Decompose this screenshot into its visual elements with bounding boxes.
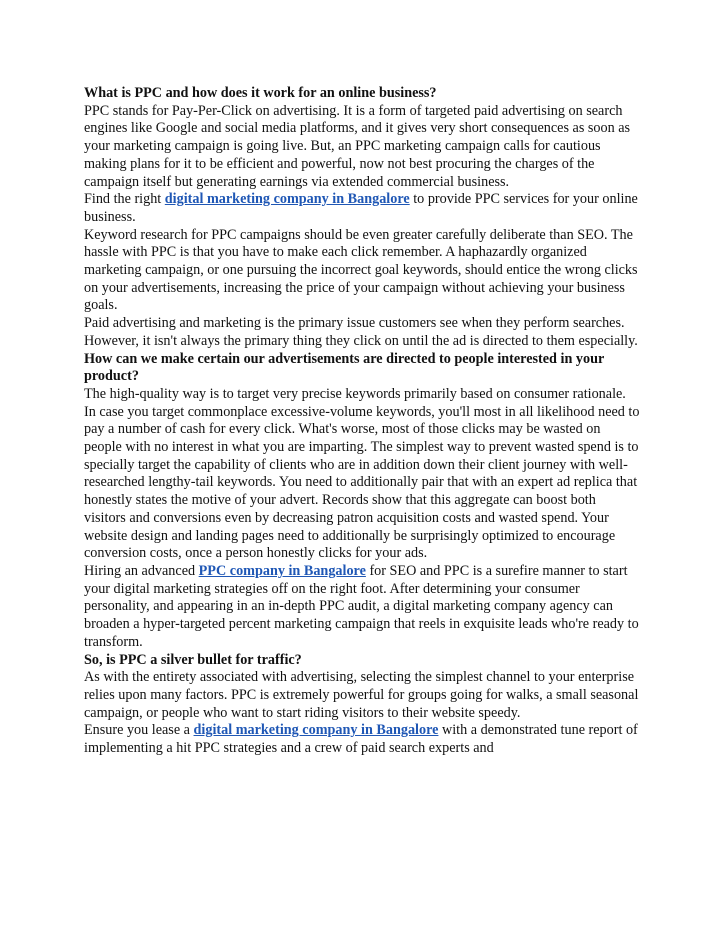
paragraph-ppc-definition: PPC stands for Pay-Per-Click on advertising. It is a form of targeted paid advertising on search engines like Google and social media platforms, and it gives very short consequences as soon as your marketing campaign is going live. But, an PPC marketing campaign calls for cautious making plans for it to be efficient and powerful, now not best procuring the charges of the campaign itself but generating earnings via extended commercial business. xyxy=(84,102,631,190)
link-digital-marketing-company-2[interactable]: digital marketing company in Bangalore xyxy=(193,722,439,739)
paragraph-paid-advertising: Paid advertising and marketing is the primary issue customers see when they perform searches. However, it isn't always the primary thing they click on until the ad is directed to them especially. xyxy=(84,315,638,349)
paragraph-text: Ensure you lease a xyxy=(84,722,194,739)
paragraph-keyword-research: Keyword research for PPC campaigns should be even greater carefully deliberate than SEO. The hassle with PPC is that you have to make each click remember. A haphazardly organized marketing campaign, or one pursuing the incorrect goal keywords, should entice the wrong clicks on your advertisements, increasing the price of your campaign without achieving your business goals. xyxy=(84,226,638,314)
link-digital-marketing-company[interactable]: digital marketing company in Bangalore xyxy=(164,191,410,208)
paragraph-ensure-lease xyxy=(84,722,640,757)
document-body xyxy=(84,85,640,758)
paragraph-high-quality-way: The high-quality way is to target very precise keywords primarily based on consumer rationale. In case you target commonplace excessive-volume keywords, you'll most in all likelihood need to pay a number of cash for every click. What's worse, most of those clicks may be wasted on people with no interest in what you are imparting. The simplest way to prevent wasted spend is to specially target the capability of clients who are in addition down their client journey with well-researched lengthy-tail keywords. You need to additionally pair that with an expert ad replica that honestly states the motive of your advert. Records show that this aggregate can boost both visitors and conversions even by decreasing patron acquisition costs and wasted spend. Your website design and landing pages need to additionally be surprisingly optimized to encourage conversion costs, once a person honestly clicks for your ads. xyxy=(84,385,640,562)
paragraph-find-company xyxy=(84,191,640,226)
link-ppc-company[interactable]: PPC company in Bangalore xyxy=(198,562,366,579)
paragraph-text: for SEO and PPC is a surefire manner to start your digital marketing strategies off on the right foot. After determining your consumer personality, and appearing in an in-depth PPC audit, a digital marketing company agency can broaden a hyper-targeted percent marketing campaign that reels in exquisite leads who're ready to transform. xyxy=(84,562,639,650)
heading-directed-ads: How can we make certain our advertisements are directed to people interested in your product? xyxy=(84,350,604,385)
heading-what-is-ppc: What is PPC and how does it work for an online business? xyxy=(84,85,437,101)
paragraph-text: with a demonstrated tune report of implementing a hit PPC strategies and a crew of paid search experts and xyxy=(84,722,638,757)
paragraph-entirety: As with the entirety associated with advertising, selecting the simplest channel to your enterprise relies upon many factors. PPC is extremely powerful for groups going for walks, a small seasonal campaign, or people who want to start riding visitors to their website speedy. xyxy=(84,669,639,721)
paragraph-text: Find the right xyxy=(84,191,165,208)
paragraph-hiring xyxy=(84,563,640,652)
paragraph-text: to provide PPC services for your online business. xyxy=(84,191,638,225)
heading-silver-bullet: So, is PPC a silver bullet for traffic? xyxy=(84,651,302,668)
paragraph-text: Hiring an advanced xyxy=(84,562,199,579)
